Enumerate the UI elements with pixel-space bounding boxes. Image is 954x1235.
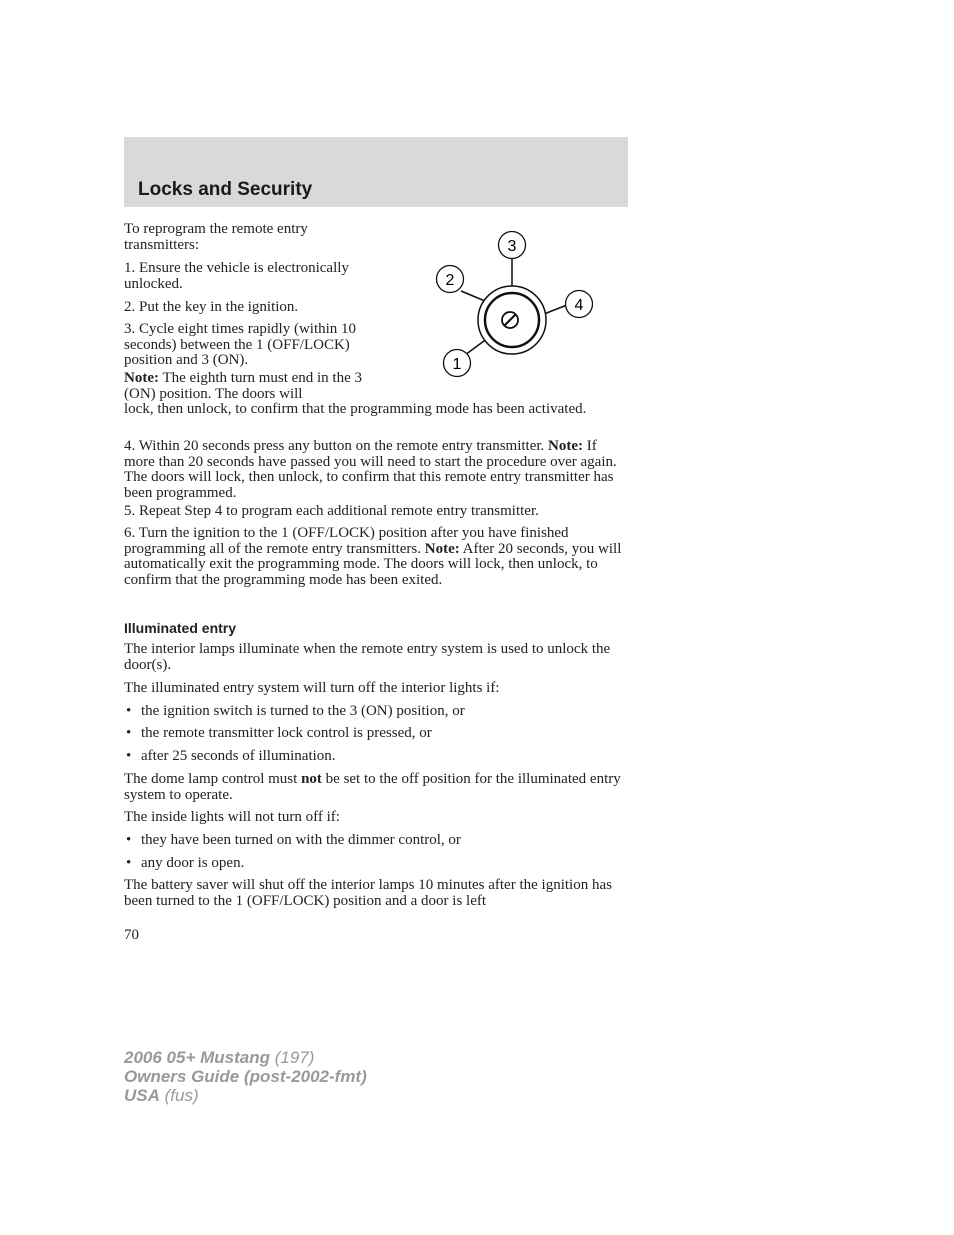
step-6 xyxy=(124,526,629,588)
step-4-text: 4. Within 20 seconds press any button on the remote entry transmitter. xyxy=(124,438,545,454)
footer-line-1 xyxy=(124,1048,367,1067)
position-label-4: 4 xyxy=(574,297,584,314)
step-3-note-text-part2: lock, then unlock, to confirm that the programming mode has been activated. xyxy=(124,401,587,417)
illuminated-paragraph-4: The inside lights will not turn off if: xyxy=(124,809,340,825)
bullet-glyph: • xyxy=(126,725,132,741)
paragraph-3-text-a: The dome lamp control must xyxy=(124,771,302,787)
list-item-text: any door is open. xyxy=(141,855,245,871)
step-3-note-label: Note: xyxy=(124,370,159,386)
paragraph-3-emphasis: not xyxy=(301,771,322,787)
position-marker-2 xyxy=(437,266,464,293)
footer-model-code: (197) xyxy=(270,1048,315,1067)
step-1: 1. Ensure the vehicle is electronically unlocked. xyxy=(124,260,349,292)
footer-market-code: (fus) xyxy=(159,1086,199,1105)
ignition-lock-icon xyxy=(461,258,567,355)
paragraph-3-text-b: be set to the off position for the illuminated entry system to operate. xyxy=(124,771,621,803)
step-6-note-label: Note: xyxy=(424,540,460,557)
bullet-glyph: • xyxy=(126,748,132,764)
position-marker-4 xyxy=(566,291,593,318)
section-title: Locks and Security xyxy=(138,179,313,200)
footer-line-3 xyxy=(124,1086,367,1105)
position-label-3: 3 xyxy=(507,238,517,255)
step-6-note-text: After 20 seconds, you will automatically exit the programming mode. The doors will lock, then unlock, to confirm that the programming mode has been exited. xyxy=(124,540,622,588)
step-4 xyxy=(124,439,629,501)
list-item-text: the ignition switch is turned to the 3 (ON) position, or xyxy=(141,703,465,719)
ignition-positions-diagram xyxy=(430,228,600,378)
list-item-text: after 25 seconds of illumination. xyxy=(141,748,336,764)
illuminated-paragraph-5: The battery saver will shut off the interior lamps 10 minutes after the ignition has been turned to the 1 (OFF/LOCK) position and a door is left xyxy=(124,877,612,909)
bullet-glyph: • xyxy=(126,855,132,871)
list-item-text: the remote transmitter lock control is pressed, or xyxy=(141,725,432,741)
step-5: 5. Repeat Step 4 to program each additional remote entry transmitter. xyxy=(124,503,539,519)
illuminated-paragraph-1: The interior lamps illuminate when the remote entry system is used to unlock the door(s). xyxy=(124,641,611,673)
footer-guide-name: Owners Guide (post-2002-fmt) xyxy=(124,1067,367,1086)
illuminated-paragraph-3 xyxy=(124,772,629,803)
position-label-1: 1 xyxy=(452,356,462,373)
position-marker-1 xyxy=(444,350,471,377)
footer-model: 2006 05+ Mustang xyxy=(124,1048,270,1067)
illuminated-entry-heading: Illuminated entry xyxy=(124,620,237,636)
document-footer xyxy=(124,1048,367,1105)
position-label-2: 2 xyxy=(445,272,455,289)
step-3-text: 3. Cycle eight times rapidly (within 10 seconds) between the 1 (OFF/LOCK) position and 3 (ON). xyxy=(124,321,357,368)
footer-market: USA xyxy=(124,1086,160,1105)
position-marker-3 xyxy=(499,232,526,259)
step-4-note-text: If more than 20 seconds have passed you will need to start the procedure over again. The doors will lock, then unlock, to confirm that this remote entry transmitter has been programmed. xyxy=(124,438,617,501)
bullet-glyph: • xyxy=(126,832,132,848)
intro-paragraph: To reprogram the remote entry transmitters: xyxy=(124,221,308,253)
footer-line-2 xyxy=(124,1067,367,1086)
list-item-text: they have been turned on with the dimmer control, or xyxy=(141,832,461,848)
page-number: 70 xyxy=(124,927,139,943)
step-2: 2. Put the key in the ignition. xyxy=(124,299,299,315)
bullet-glyph: • xyxy=(126,703,132,719)
illuminated-paragraph-2: The illuminated entry system will turn off the interior lights if: xyxy=(124,680,500,696)
section-header-band xyxy=(124,137,628,207)
step-6-text: 6. Turn the ignition to the 1 (OFF/LOCK) position after you have finished programming all of the remote entry transmitters. xyxy=(124,525,569,557)
step-3-note-text-part1: The eighth turn must end in the 3 (ON) position. The doors will xyxy=(124,370,363,402)
step-4-note-label: Note: xyxy=(548,438,584,454)
